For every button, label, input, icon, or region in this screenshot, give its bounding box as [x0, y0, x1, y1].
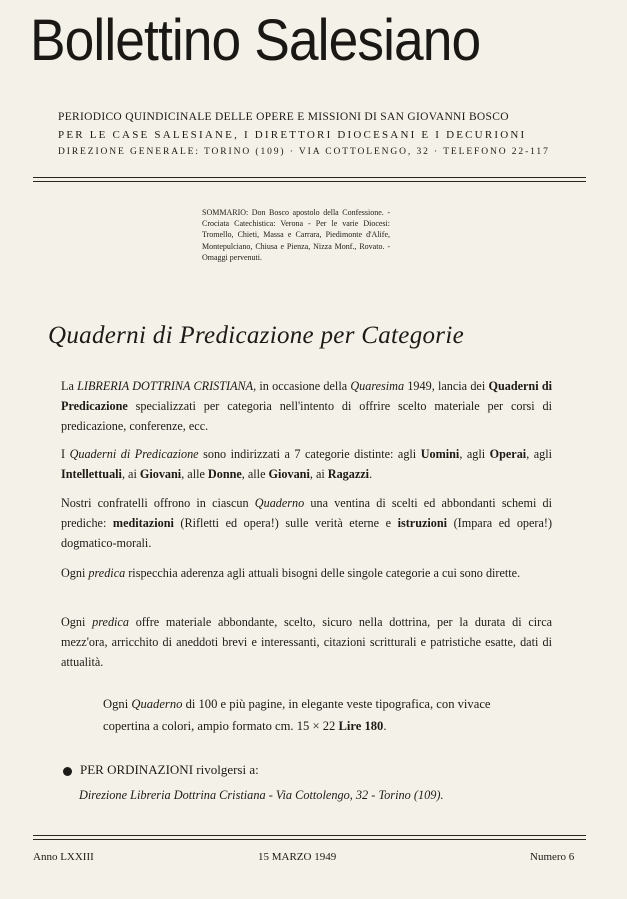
paragraph-5: Ogni predica offre materiale abbondante, scelto, sicuro nella dottrina, per la durata di circa mezz'ora, arricchito di aneddoti brevi e interessanti, citazioni scritturali e patristiche esatte, dati di attualità. — [61, 615, 553, 669]
footer-anno: Anno LXXIII — [33, 851, 94, 863]
order-address: Direzione Libreria Dottrina Cristiana - Via Cottolengo, 32 - Torino (109). — [79, 788, 444, 802]
order-label: PER ORDINAZIONI — [80, 762, 194, 777]
footer-rule-top — [33, 835, 586, 836]
paragraph-3: Nostri confratelli offrono in ciascun Quaderno una ventina di scelti ed abbondanti schemi di prediche: meditazioni (Rifletti ed opera!) sulle verità eterne e istruzioni (Impara ed opera!) dogmatico-morali. — [61, 496, 552, 550]
paragraph-2: I Quaderni di Predicazione sono indirizzati a 7 categorie distinte: agli Uomini, agli Operai, agli Intellettuali, ai Giovani, alle Donne, alle Giovani, ai Ragazzi. — [61, 447, 553, 481]
article-headline: Quaderni di Predicazione per Categorie — [48, 322, 464, 349]
masthead-title: Bollettino Salesiano — [30, 8, 481, 73]
offer-text: Ogni Quaderno di 100 e più pagine, in elegante veste tipografica, con vivace copertina a colori, ampio formato cm. 15 × 22 Lire 180. — [103, 697, 491, 733]
footer-rule-bottom — [33, 839, 586, 840]
bullet-icon — [63, 767, 72, 776]
header-rule-top — [33, 177, 586, 178]
footer-date: 15 MARZO 1949 — [258, 851, 337, 863]
subtitle-line-1: PERIODICO QUINDICINALE DELLE OPERE E MISSIONI DI SAN GIOVANNI BOSCO — [58, 111, 509, 123]
order-line: PER ORDINAZIONI rivolgersi a: — [63, 762, 259, 778]
subtitle-line-3: DIREZIONE GENERALE: TORINO (109) · VIA COTTOLENGO, 32 · TELEFONO 22-117 — [58, 147, 550, 157]
sommario-summary: SOMMARIO: Don Bosco apostolo della Confessione. - Crociata Catechistica: Verona - Per le varie Diocesi: Tromello, Chieti, Massa e Carrara, Piedimonte d'Alife, Montepulciano, Chiusa e Pienza, Nizza Monf., Rovato. - Omaggi pervenuti. — [202, 208, 390, 262]
subtitle-line-2: PER LE CASE SALESIANE, I DIRETTORI DIOCESANI E I DECURIONI — [58, 129, 527, 141]
footer-numero: Numero 6 — [530, 851, 575, 863]
paragraph-1: La LIBRERIA DOTTRINA CRISTIANA, in occasione della Quaresima 1949, lancia dei Quaderni di Predicazione specializzati per categoria nell'intento di offrire scelto materiale per corsi di predicazione, conferenze, ecc. — [61, 379, 553, 433]
paragraph-4: Ogni predica rispecchia aderenza agli attuali bisogni delle singole categorie a cui sono dirette. — [61, 566, 521, 580]
header-rule-bottom — [33, 181, 586, 182]
